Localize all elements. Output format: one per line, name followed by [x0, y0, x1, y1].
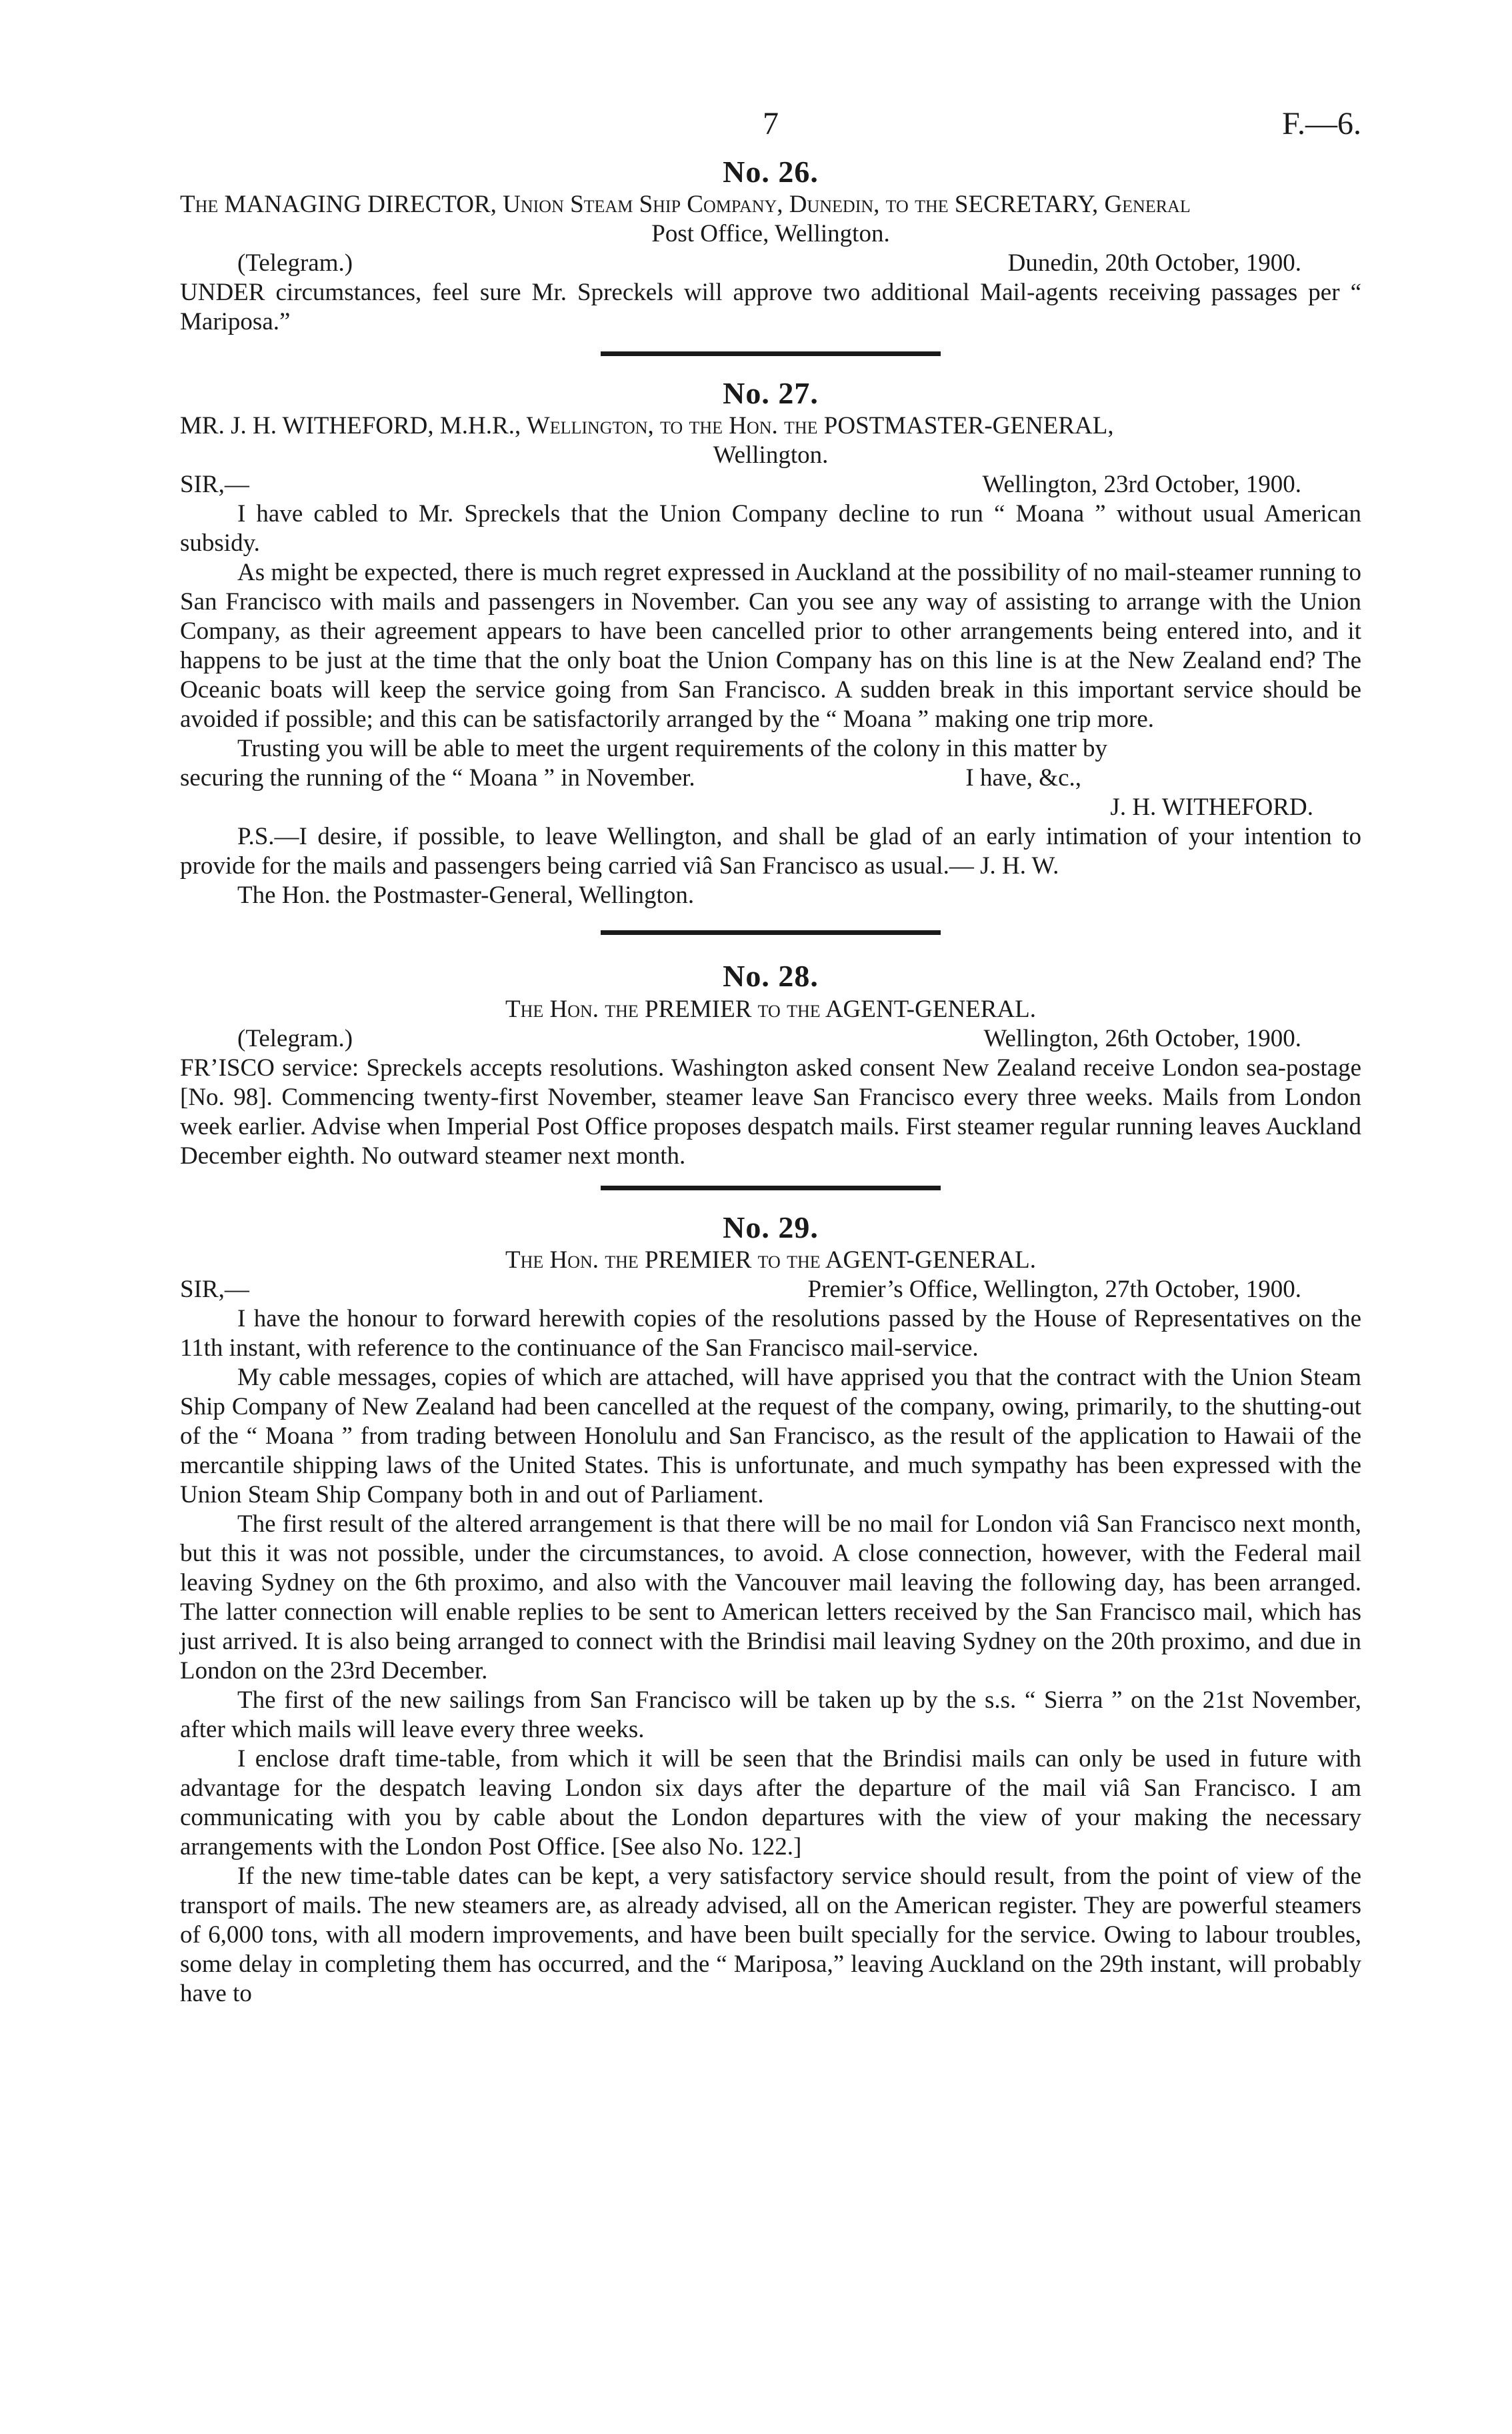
salutation-dateline [180, 470, 1361, 499]
letter-number: No. 28. [723, 959, 819, 994]
letter-date: Dunedin, 20th October, 1900. [1007, 249, 1301, 277]
salutation: SIR,— [180, 1275, 249, 1303]
letter-heading: The Hon. the PREMIER to the AGENT-GENERAL. [505, 995, 1037, 1023]
closing-text: securing the running of the “ Moana ” in November. [180, 764, 695, 792]
telegram-dateline [180, 1024, 1361, 1054]
letter-number: No. 26. [723, 155, 819, 189]
letter-heading-cont: Post Office, Wellington. [651, 220, 890, 248]
telegram-dateline [180, 249, 1361, 278]
paragraph: If the new time-table dates can be kept, a very satisfactory service should result, from the point of view of the transport of mails. The new steamers are, as already advised, all on the American register. They are powerful steamers of 6,000 tons, with all modern improvements, and have been built specially for the service. Owing to labour troubles, some delay in completing them has occurred, and the “ Mariposa,” leaving Auckland on the 29th instant, will probably have to [180, 1862, 1361, 2007]
letter-body: UNDER circumstances, feel sure Mr. Spreckels will approve two additional Mail-agents receiving passages per “ Mariposa.” [180, 279, 1361, 336]
paragraph: My cable messages, copies of which are attached, will have apprised you that the contract with the Union Steam Ship Company of New Zealand had been cancelled at the request of the company, owing, primarily, to the shutting-out of the “ Moana ” from trading between Honolulu and San Francisco, as the result of the application to Hawaii of the mercantile shipping laws of the United States. This is unfortunate, and much sympathy has been expressed with the Union Steam Ship Company both in and out of Parliament. [180, 1363, 1361, 1508]
letter-date: Premier’s Office, Wellington, 27th October, 1900. [807, 1275, 1301, 1303]
document-reference: F.—6. [1282, 106, 1361, 141]
paragraph: I have cabled to Mr. Spreckels that the Union Company decline to run “ Moana ” without usual American subsidy. [180, 500, 1361, 557]
letter-27 [180, 375, 1361, 910]
paragraph: I enclose draft time-table, from which it will be seen that the Brindisi mails can only be used in future with advantage for the despatch leaving London six days after the departure of the mail viâ San Francisco. I am communicating with you by cable about the London departures with the view of your making the necessary arrangements with the London Post Office. [See also No. 122.] [180, 1744, 1361, 1861]
letter-heading: The MANAGING DIRECTOR, Union Steam Ship Company, Dunedin, to the SECRETARY, General [180, 191, 1191, 219]
postscript: P.S.—I desire, if possible, to leave Wellington, and shall be glad of an early intimation of your intention to provide for the mails and passengers being carried viâ San Francisco as usual.— J. H. W. [180, 823, 1361, 880]
addressee: The Hon. the Postmaster-General, Wellington. [237, 882, 695, 910]
section-divider [601, 1186, 941, 1190]
letter-heading: MR. J. H. WITHEFORD, M.H.R., Wellington, to the Hon. the POSTMASTER-GENERAL, [180, 412, 1114, 440]
closing-line [180, 764, 1361, 793]
letter-number: No. 29. [723, 1210, 819, 1244]
letter-26 [180, 153, 1361, 337]
letter-date: Wellington, 23rd October, 1900. [982, 471, 1301, 499]
letter-date: Wellington, 26th October, 1900. [983, 1024, 1301, 1052]
document-page [180, 100, 1361, 2009]
letter-28 [180, 958, 1361, 1170]
letter-number: No. 27. [723, 376, 819, 411]
telegram-note: (Telegram.) [237, 249, 353, 277]
section-divider [601, 930, 941, 935]
page-header [180, 100, 1361, 153]
page-number: 7 [763, 106, 779, 141]
closing: I have, &c., [965, 764, 1081, 792]
salutation-dateline [180, 1275, 1361, 1304]
paragraph: I have the honour to forward herewith copies of the resolutions passed by the House of Representatives on the 11th instant, with reference to the continuance of the San Francisco mail-service. [180, 1304, 1361, 1362]
paragraph: The first of the new sailings from San Francisco will be taken up by the s.s. “ Sierra ” on the 21st November, after which mails will leave every three weeks. [180, 1686, 1361, 1743]
letter-29 [180, 1209, 1361, 2009]
paragraph: The first result of the altered arrangement is that there will be no mail for London viâ San Francisco next month, but this it was not possible, under the circumstances, to avoid. A close connection, however, with the Federal mail leaving Sydney on the 6th proximo, and also with the Vancouver mail leaving the following day, has been arranged. The latter connection will enable replies to be sent to American letters received by the San Francisco mail, which has just arrived. It is also being arranged to connect with the Brindisi mail leaving Sydney on the 20th proximo, and due in London on the 23rd December. [180, 1510, 1361, 1684]
letter-heading-cont: Wellington. [713, 441, 829, 469]
salutation: SIR,— [180, 471, 249, 499]
paragraph: As might be expected, there is much regret expressed in Auckland at the possibility of no mail-steamer running to San Francisco with mails and passengers in November. Can you see any way of assisting to arrange with the Union Company, as their agreement appears to have been cancelled prior to other arrangements being entered into, and it happens to be just at the time that the only boat the Union Company has on this line is at the New Zealand end? The Oceanic boats will keep the service going from San Francisco. A sudden break in this important service should be avoided if possible; and this can be satisfactorily arranged by the “ Moana ” making one trip more. [180, 559, 1361, 734]
letter-body: FR’ISCO service: Spreckels accepts resolutions. Washington asked consent New Zealand receive London sea-postage [No. 98]. Commencing twenty-first November, steamer leave San Francisco every three weeks. Mails from London week earlier. Advise when Imperial Post Office proposes despatch mails. First steamer regular running leaves Auckland December eighth. No outward steamer next month. [180, 1054, 1361, 1170]
section-divider [601, 351, 941, 356]
telegram-note: (Telegram.) [237, 1024, 353, 1052]
letter-heading: The Hon. the PREMIER to the AGENT-GENERAL. [505, 1246, 1037, 1274]
signature: J. H. WITHEFORD. [1110, 794, 1313, 822]
paragraph: Trusting you will be able to meet the urgent requirements of the colony in this matter by [237, 735, 1108, 763]
